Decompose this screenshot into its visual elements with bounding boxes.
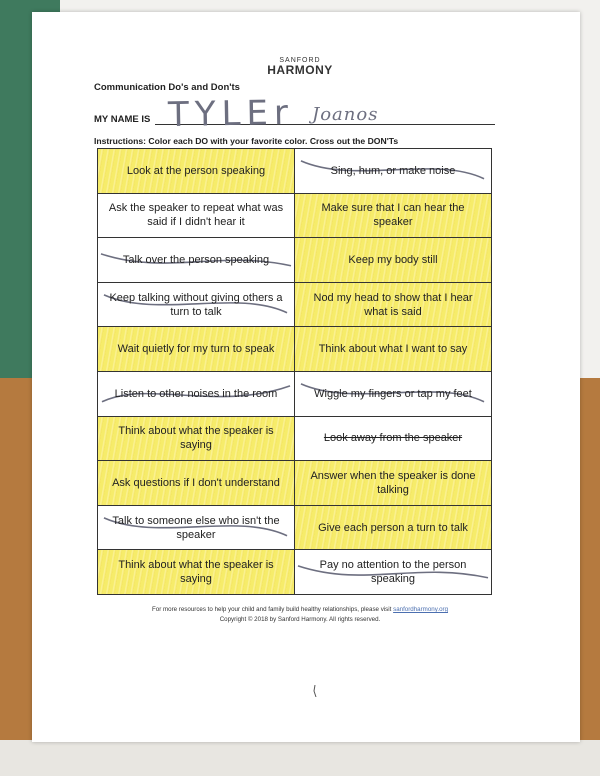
- cell-text: Wiggle my fingers or tap my feet: [314, 387, 472, 400]
- cell-text: Sing, hum, or make noise: [330, 164, 456, 177]
- pencil-mark: [312, 685, 318, 697]
- footer-copyright: Copyright © 2018 by Sanford Harmony. All rights reserved.: [219, 616, 381, 623]
- table-cell: [295, 149, 492, 194]
- footer: [0, 605, 600, 625]
- handwritten-last-name: Joanos: [312, 104, 379, 125]
- table-cell: [98, 194, 295, 239]
- cell-text: Talk to someone else who isn't the speaker: [112, 514, 280, 541]
- brand-main-text: HARMONY: [267, 63, 333, 77]
- cell-text: Listen to other noises in the room: [114, 387, 278, 400]
- footer-link[interactable]: sanfordharmony.org: [393, 606, 449, 613]
- brand-top-text: SANFORD: [279, 57, 321, 64]
- cell-text: Pay no attention to the person speaking: [319, 559, 467, 586]
- table-cell: [98, 327, 295, 372]
- table-cell: [98, 506, 295, 551]
- table-cell: [98, 149, 295, 194]
- cell-text: Think about what I want to say: [318, 343, 468, 356]
- cell-text: Keep talking without giving others a turn to talk: [109, 291, 283, 318]
- name-label: MY NAME IS: [94, 114, 151, 125]
- cell-text: Wait quietly for my turn to speak: [117, 343, 275, 356]
- brand-logo: [0, 57, 600, 77]
- table-cell: [98, 461, 295, 506]
- cell-text: Ask the speaker to repeat what was said if I didn't hear it: [108, 202, 284, 229]
- dos-donts-table: [97, 148, 492, 595]
- table-cell: [98, 238, 295, 283]
- table-cell: [295, 550, 492, 595]
- cell-text: Think about what the speaker is saying: [118, 559, 274, 586]
- cell-text: Nod my head to show that I hear what is said: [313, 291, 473, 318]
- table-cell: [295, 238, 492, 283]
- cell-text: Keep my body still: [348, 253, 438, 266]
- table-cell: [98, 417, 295, 462]
- cell-text: Look away from the speaker: [323, 432, 463, 445]
- instructions-text: Instructions: Color each DO with your favorite color. Cross out the DON'Ts: [94, 136, 399, 146]
- table-cell: [295, 417, 492, 462]
- table-cell: [295, 506, 492, 551]
- table-cell: [295, 372, 492, 417]
- background-floor: [0, 740, 600, 776]
- table-cell: [295, 461, 492, 506]
- table-cell: [295, 194, 492, 239]
- cell-text: Ask questions if I don't understand: [112, 476, 280, 489]
- cell-text: Give each person a turn to talk: [318, 521, 468, 534]
- table-cell: [98, 283, 295, 328]
- handwritten-first-name: TYLEr: [167, 92, 295, 136]
- cell-text: Think about what the speaker is saying: [118, 425, 274, 452]
- table-cell: [295, 283, 492, 328]
- cell-text: Look at the person speaking: [126, 164, 266, 177]
- footer-resources-text: For more resources to help your child and family build healthy relationships, please visit: [151, 606, 392, 613]
- cell-text: Talk over the person speaking: [122, 253, 270, 266]
- cell-text: Answer when the speaker is done talking: [310, 469, 476, 496]
- worksheet-title: Communication Do's and Don'ts: [94, 82, 240, 93]
- table-cell: [98, 550, 295, 595]
- table-cell: [98, 372, 295, 417]
- table-cell: [295, 327, 492, 372]
- cell-text: Make sure that I can hear the speaker: [321, 202, 465, 229]
